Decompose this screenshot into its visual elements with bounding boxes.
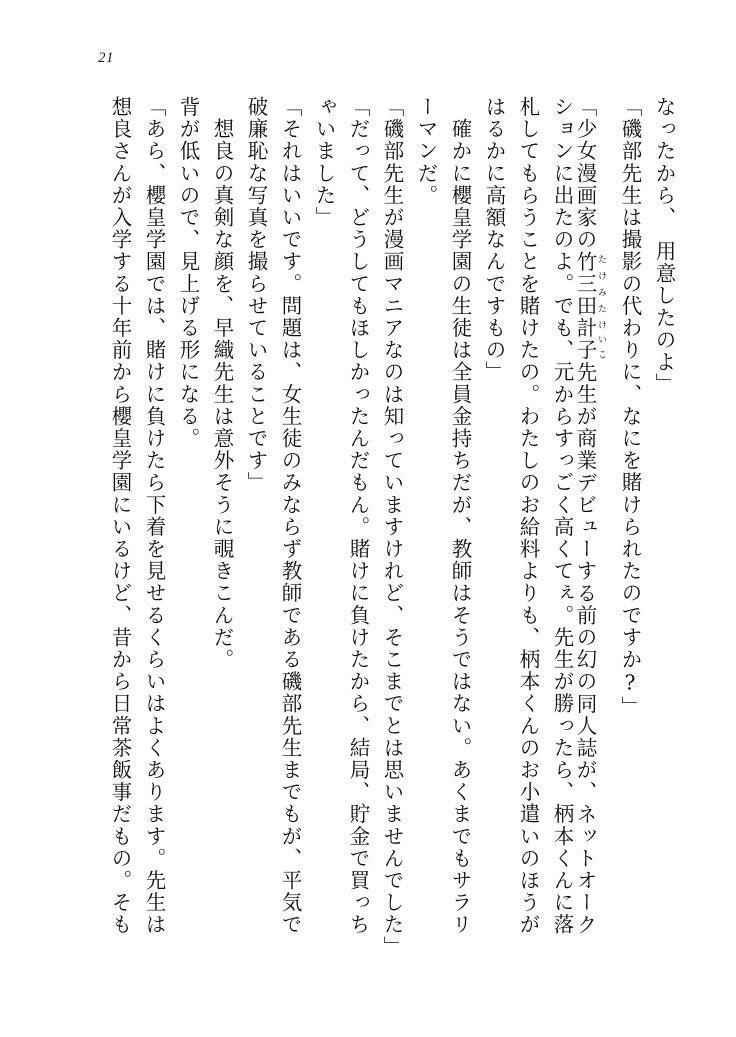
text-column: 札してもらうことを賭けたの。わたしのお給料よりも、柄本くんのお小遣いのほうが: [516, 96, 540, 936]
text-column: なったから、 用意したのよ」: [652, 96, 676, 396]
text-column-with-ruby: 「少女漫画家の竹三田 たけみた計子 けいこ先生が商業デビューする前の幻の同人誌が、ネットオーク: [573, 96, 606, 936]
ruby-annotation: 竹三田 たけみた: [573, 250, 606, 318]
ruby-annotation: 計子 けいこ: [573, 317, 606, 362]
page-number: 21: [98, 50, 114, 66]
text-column: 想良の真剣な顔を、早織先生は意外そうに覗きこんだ。: [210, 96, 234, 671]
text-column: はるかに高額なんですもの」: [482, 96, 506, 384]
text-column: 破廉恥な写真を撮らせていることです」: [244, 96, 268, 494]
text-column: 背が低いので、見上げる形になる。: [176, 96, 200, 450]
text-column: 想良さんが入学する十年前から櫻皇学園にいるけど、昔から日常茶飯事だもの。そも: [108, 96, 132, 936]
text-column: 「それはいいです。問題は、女生徒のみならず教師である磯部先生までもが、平気で: [278, 96, 302, 936]
vertical-text-block: [62, 96, 674, 976]
text-column: ションに出たのよ。でも、元からすっごく高くてぇ。先生が勝ったら、柄本くんに落: [550, 96, 574, 936]
text-column: 「磯部先生が漫画マニアなのは知っていますけれど、そこまでとは思いませんでした」: [380, 96, 404, 958]
text-column: 「磯部先生は撮影の代わりに、なにを賭けられたのですか?」: [618, 96, 642, 719]
text-column: 「だって、どうしてもほしかったんだもん。賭けに負けたから、結局、貯金で買っち: [346, 96, 370, 936]
text-column: 確かに櫻皇学園の生徒は全員金持ちだが、教師はそうではない。あくまでもサラリ: [448, 96, 472, 936]
text-column: ーマンだ。: [414, 96, 438, 207]
text-column: ゃいました」: [312, 96, 336, 229]
text-column: 「あら、櫻皇学園では、賭けに負けたら下着を見せるくらいはよくあります。先生は: [142, 96, 166, 936]
